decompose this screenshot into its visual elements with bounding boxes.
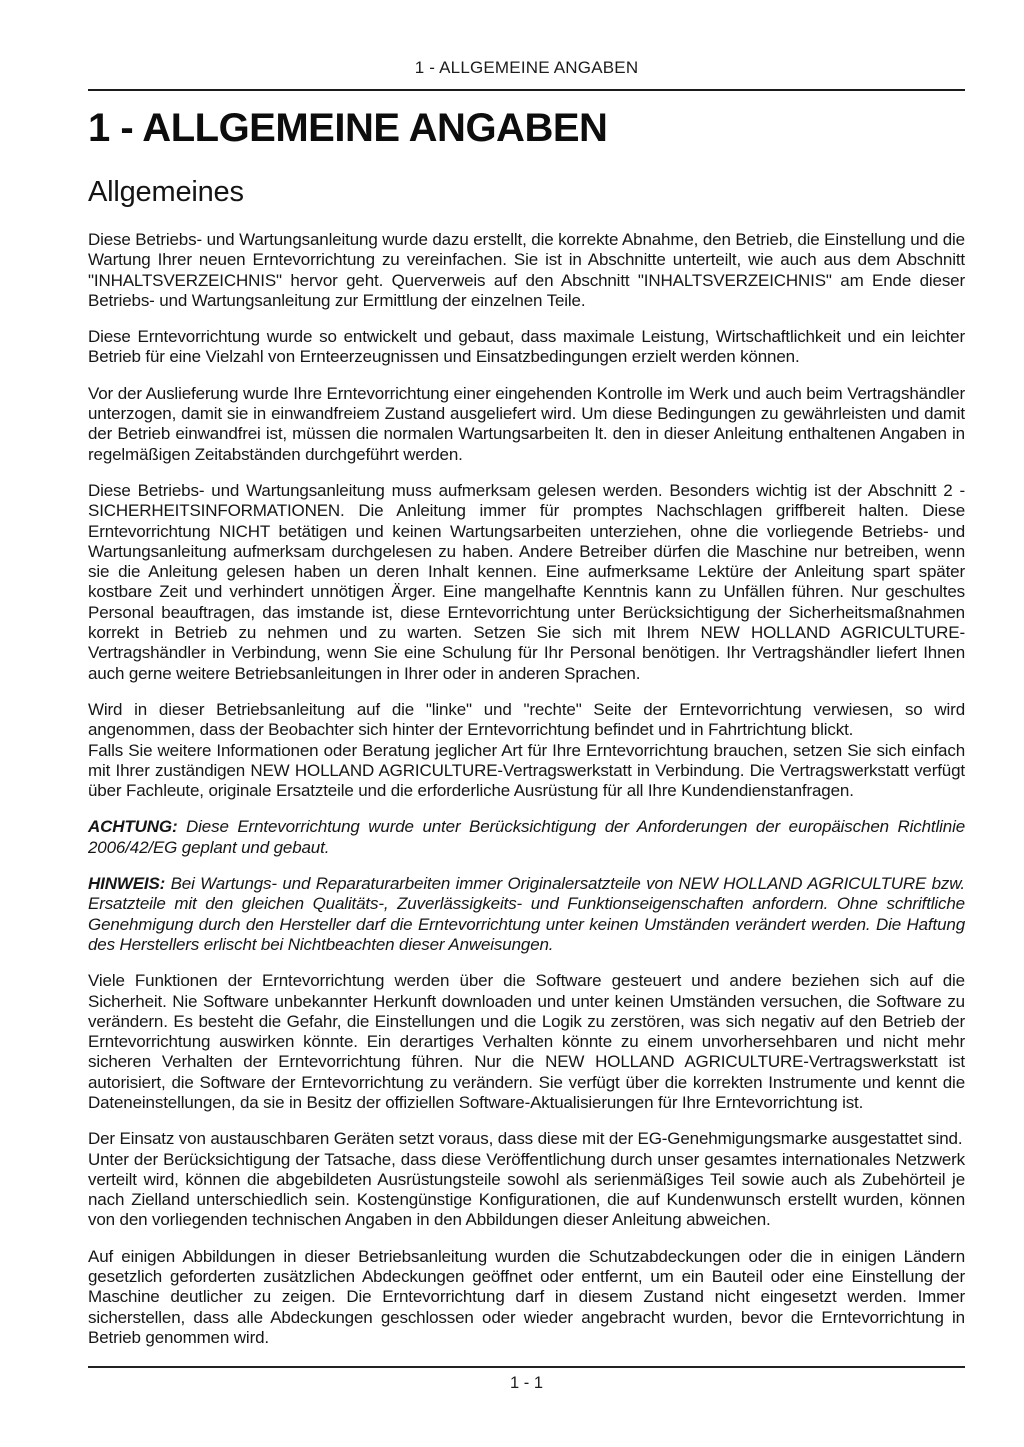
notice-hinweis <box>88 874 965 955</box>
paragraph-guards-warning: Auf einigen Abbildungen in dieser Betriebsanleitung wurden die Schutzabdeckungen oder die in einigen Ländern gesetzlich geforderten zusätzlichen Abdeckungen geöffnet oder entfernt, um ein Bauteil oder eine Einstellung der Maschine deutlicher zu zeigen. Die Erntevorrichtung darf in diesem Zustand nicht eingesetzt werden. Immer sicherstellen, dass alle Abdeckungen geschlossen oder wieder angebracht wurden, bevor die Erntevorrichtung in Betrieb genommen wird. <box>88 1246 965 1347</box>
paragraph-software: Viele Funktionen der Erntevorrichtung werden über die Software gesteuert und andere beziehen sich auf die Sicherheit. Nie Software unbekannter Herkunft downloaden und unter keinen Umständen versuchen, die Software zu verändern. Es besteht die Gefahr, die Einstellungen und die Logik zu zerstören, was sich negativ auf den Betrieb der Erntevorrichtung auswirken könnte. Ein derartiges Verhalten könnte zu einem unvorhersehbaren und nicht mehr sicheren Verhalten der Erntevorrichtung führen. Nur die NEW HOLLAND AGRICULTURE-Vertragswerkstatt ist autorisiert, die Software der Erntevorrichtung zu verändern. Sie verfügt über die korrekten Instrumente und kennt die Dateneinstellungen, da sie in Besitz der offiziellen Software-Aktualisierungen für Ihre Erntevorrichtung ist. <box>88 971 965 1112</box>
paragraph-design-goals: Diese Erntevorrichtung wurde so entwickelt und gebaut, dass maximale Leistung, Wirtschaftlichkeit und ein leichter Betrieb für eine Vielzahl von Ernteerzeugnissen und Einsatzbedingungen erzielt werden können. <box>88 327 965 367</box>
paragraph-service-contact: Falls Sie weitere Informationen oder Beratung jeglicher Art für Ihre Erntevorrichtung brauchen, setzen Sie sich einfach mit Ihrer zuständigen NEW HOLLAND AGRICULTURE-Vertragswerkstatt in Verbindung. Die Vertragswerkstatt verfügt über Fachleute, originale Ersatzteile und die erforderliche Ausrüstung für all Ihre Kundendienstanfragen. <box>88 740 965 801</box>
body-copy <box>88 230 965 1348</box>
notice-achtung <box>88 817 965 858</box>
notice-achtung-label: ACHTUNG: <box>88 817 178 837</box>
notice-hinweis-text: Bei Wartungs- und Reparaturarbeiten immer Originalersatzteile von NEW HOLLAND AGRICULTURE bzw. Ersatzteile mit den gleichen Qualitäts-, Zuverlässigkeits- und Funktionseigenschaften anfordern. Ohne schriftliche Genehmigung durch den Hersteller darf die Erntevorrichtung unter keinen Umständen verändert werden. Die Haftung des Herstellers erlischt bei Nichtbeachten dieser Anweisungen. <box>88 874 965 954</box>
paragraph-international-network: Unter der Berücksichtigung der Tatsache, dass diese Veröffentlichung durch unser gesamtes internationales Netzwerk verteilt wird, können die abgebildeten Ausrüstungsteile sowohl als serienmäßiges Teil sowie auch als Zubehörteil je nach Zielland unterschiedlich sein. Kostengünstige Konfigurationen, die auf Kundenwunsch erstellt wurden, können von den vorliegenden technischen Angaben in den Abbildungen dieser Anleitung abweichen. <box>88 1149 965 1230</box>
page-header-title: 1 - ALLGEMEINE ANGABEN <box>414 58 639 77</box>
section-heading: Allgemeines <box>88 176 244 208</box>
paragraph-read-manual: Diese Betriebs- und Wartungsanleitung muss aufmerksam gelesen werden. Besonders wichtig ist der Abschnitt 2 - SICHERHEITSINFORMATIONEN. Die Anleitung immer für promptes Nachschlagen griffbereit halten. Diese Erntevorrichtung NICHT betätigen und keinen Wartungsarbeiten unterziehen, ohne die vorliegende Betriebs- und Wartungsanleitung aufmerksam durchgelesen zu haben. Andere Betreiber dürfen die Maschine nur betreiben, wenn sie die Anleitung gelesen haben un deren Inhalt kennen. Eine aufmerksame Lektüre der Anleitung spart später kostbare Zeit und verhindert unnötigen Ärger. Eine mangelhafte Kenntnis kann zu Unfällen führen. Nur geschultes Personal beauftragen, das imstande ist, diese Erntevorrichtung unter Berücksichtigung der Sicherheitsmaßnahmen korrekt in Betrieb zu nehmen und zu warten. Setzen Sie sich mit Ihrem NEW HOLLAND AGRICULTURE-Vertragshändler in Verbindung, wenn Sie eine Schulung für Ihr Personal benötigen. Ihr Vertragshändler liefert Ihnen auch gerne weitere Betriebsanleitungen in Ihrer oder in anderen Sprachen. <box>88 480 965 683</box>
paragraph-intro: Diese Betriebs- und Wartungsanleitung wurde dazu erstellt, die korrekte Abnahme, den Betrieb, die Einstellung und die Wartung Ihrer neuen Erntevorrichtung zu vereinfachen. Sie ist in Abschnitte unterteilt, wie auch aus dem Abschnitt "INHALTSVERZEICHNIS" hervor geht. Querverweis auf den Abschnitt "INHALTSVERZEICHNIS" am Ende dieser Betriebs- und Wartungsanleitung zur Ermittlung der einzelnen Teile. <box>88 230 965 310</box>
paragraph-pre-delivery-check: Vor der Auslieferung wurde Ihre Erntevorrichtung einer eingehenden Kontrolle im Werk und auch beim Vertragshändler unterzogen, damit sie in einwandfreiem Zustand ausgeliefert wird. Um diese Bedingungen zu gewährleisten und damit der Betrieb einwandfrei ist, müssen die normalen Wartungsarbeiten lt. den in dieser Anleitung enthaltenen Angaben in regelmäßigen Zeitabständen durchgeführt werden. <box>88 383 965 464</box>
paragraph-orientation: Wird in dieser Betriebsanleitung auf die "linke" und "rechte" Seite der Erntevorrichtung verwiesen, so wird angenommen, dass der Beobachter sich hinter der Erntevorrichtung befindet und in Fahrtrichtung blickt. <box>88 699 965 740</box>
notice-hinweis-label: HINWEIS: <box>88 874 166 894</box>
header-rule <box>88 89 965 91</box>
paragraph-equipment-and-configurations <box>88 1129 965 1230</box>
paragraph-eg-approval: Der Einsatz von austauschbaren Geräten setzt voraus, dass diese mit der EG-Genehmigungsmarke ausgestattet sind. <box>88 1129 963 1149</box>
page-title: 1 - ALLGEMEINE ANGABEN <box>88 106 608 150</box>
paragraph-orientation-and-service <box>88 700 965 801</box>
page-footer <box>88 1366 965 1393</box>
notice-achtung-text: Diese Erntevorrichtung wurde unter Berücksichtigung der Anforderungen der europäischen Richtlinie 2006/42/EG geplant und gebaut. <box>88 817 965 857</box>
page-number: 1 - 1 <box>509 1374 544 1392</box>
